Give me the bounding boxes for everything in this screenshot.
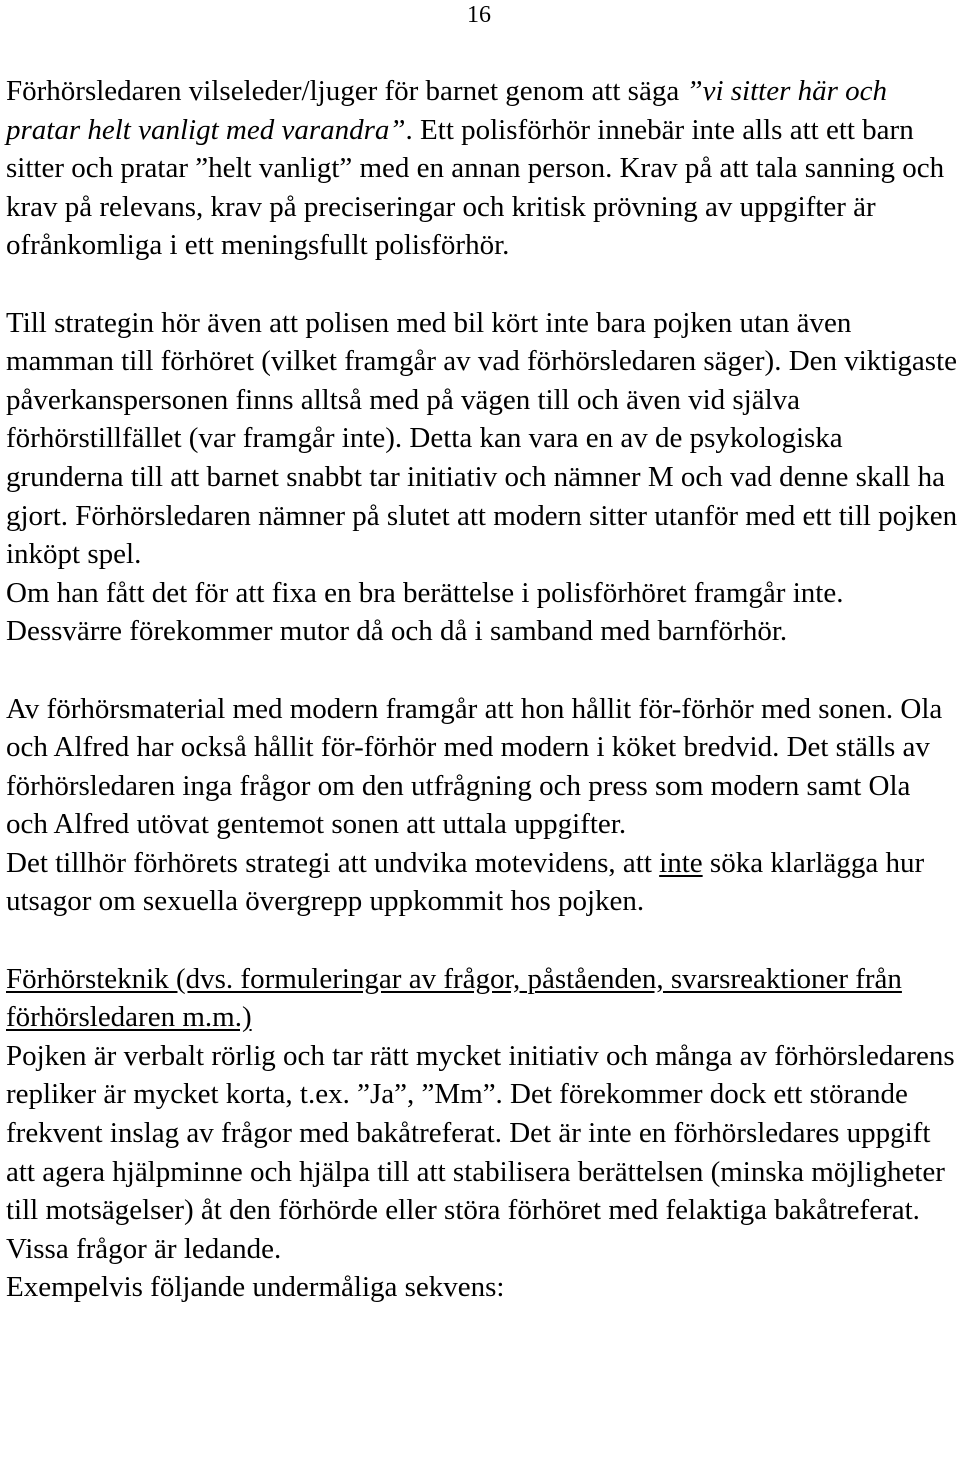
paragraph-example-intro: Exempelvis följande undermåliga sekvens: [6, 1271, 505, 1304]
section-heading: Förhörsteknik (dvs. formuleringar av frågor, påståenden, svarsreaktioner från förhörsledaren m.m.) [6, 962, 902, 1034]
paragraph-text: söka klarlägga hur utsagor om sexuella övergrepp uppkommit hos pojken. [6, 846, 925, 918]
document-body [6, 72, 958, 1307]
underlined-word: inte [659, 846, 703, 879]
paragraph-technique: Pojken är verbalt rörlig och tar rätt mycket initiativ och många av förhörsledarens repliker är mycket korta, t.ex. ”Ja”, ”Mm”. Det förekommer dock ett störande frekvent inslag av frågor med bakåtreferat. Det är inte en förhörsledares uppgift att agera hjälpminne och hjälpa till att stabilisera berättelsen (minska möjligheter till motsägelser) åt den förhörde eller störa förhöret med felaktiga bakåtreferat. Vissa frågor är ledande. [6, 1039, 955, 1265]
paragraph-gap [6, 265, 958, 304]
paragraph-pre-interview: Av förhörsmaterial med modern framgår att hon hållit för-förhör med sonen. Ola och Alfred har också hållit för-förhör med modern i köket bredvid. Det ställs av förhörsledaren inga frågor om den utfrågning och press som modern samt Ola och Alfred utövat gentemot sonen att uttala uppgifter. [6, 692, 943, 841]
paragraph-misleading-child [6, 72, 958, 265]
page-number: 16 [467, 2, 491, 28]
paragraph-text: Förhörsledaren vilseleder/ljuger för barnet genom att säga [6, 75, 687, 107]
paragraph-text: Det tillhör förhörets strategi att undvika motevidens, att [6, 846, 660, 879]
paragraph-counter-evidence [6, 844, 958, 921]
paragraph-bribes: Om han fått det för att fixa en bra berättelse i polisförhöret framgår inte. Dessvärre förekommer mutor då och då i samband med barnförhör. [6, 576, 844, 648]
paragraph-text: . Ett polisförhör innebär inte alls att ett barn sitter och pratar ”helt vanligt” med en annan person. Krav på att tala sanning och krav på relevans, krav på preciseringar och kritisk prövning av uppgifter är ofrånkomliga i ett meningsfullt polisförhör. [6, 113, 945, 262]
paragraph-strategy: Till strategin hör även att polisen med bil kört inte bara pojken utan även mamman till förhöret (vilket framgår av vad förhörsledaren säger). Den viktigaste påverkanspersonen finns alltså med på vägen till och även vid själva förhörstillfället (var framgår inte). Detta kan vara en av de psykologiska grunderna till att barnet snabbt tar initiativ och nämner M och vad denne skall ha gjort. Förhörsledaren nämner på slutet att modern sitter utanför med ett till pojken inköpt spel. [6, 306, 958, 571]
paragraph-gap [6, 921, 958, 960]
paragraph-gap [6, 651, 958, 690]
quoted-phrase: ”vi sitter här och pratar helt vanligt med varandra” [6, 75, 888, 146]
